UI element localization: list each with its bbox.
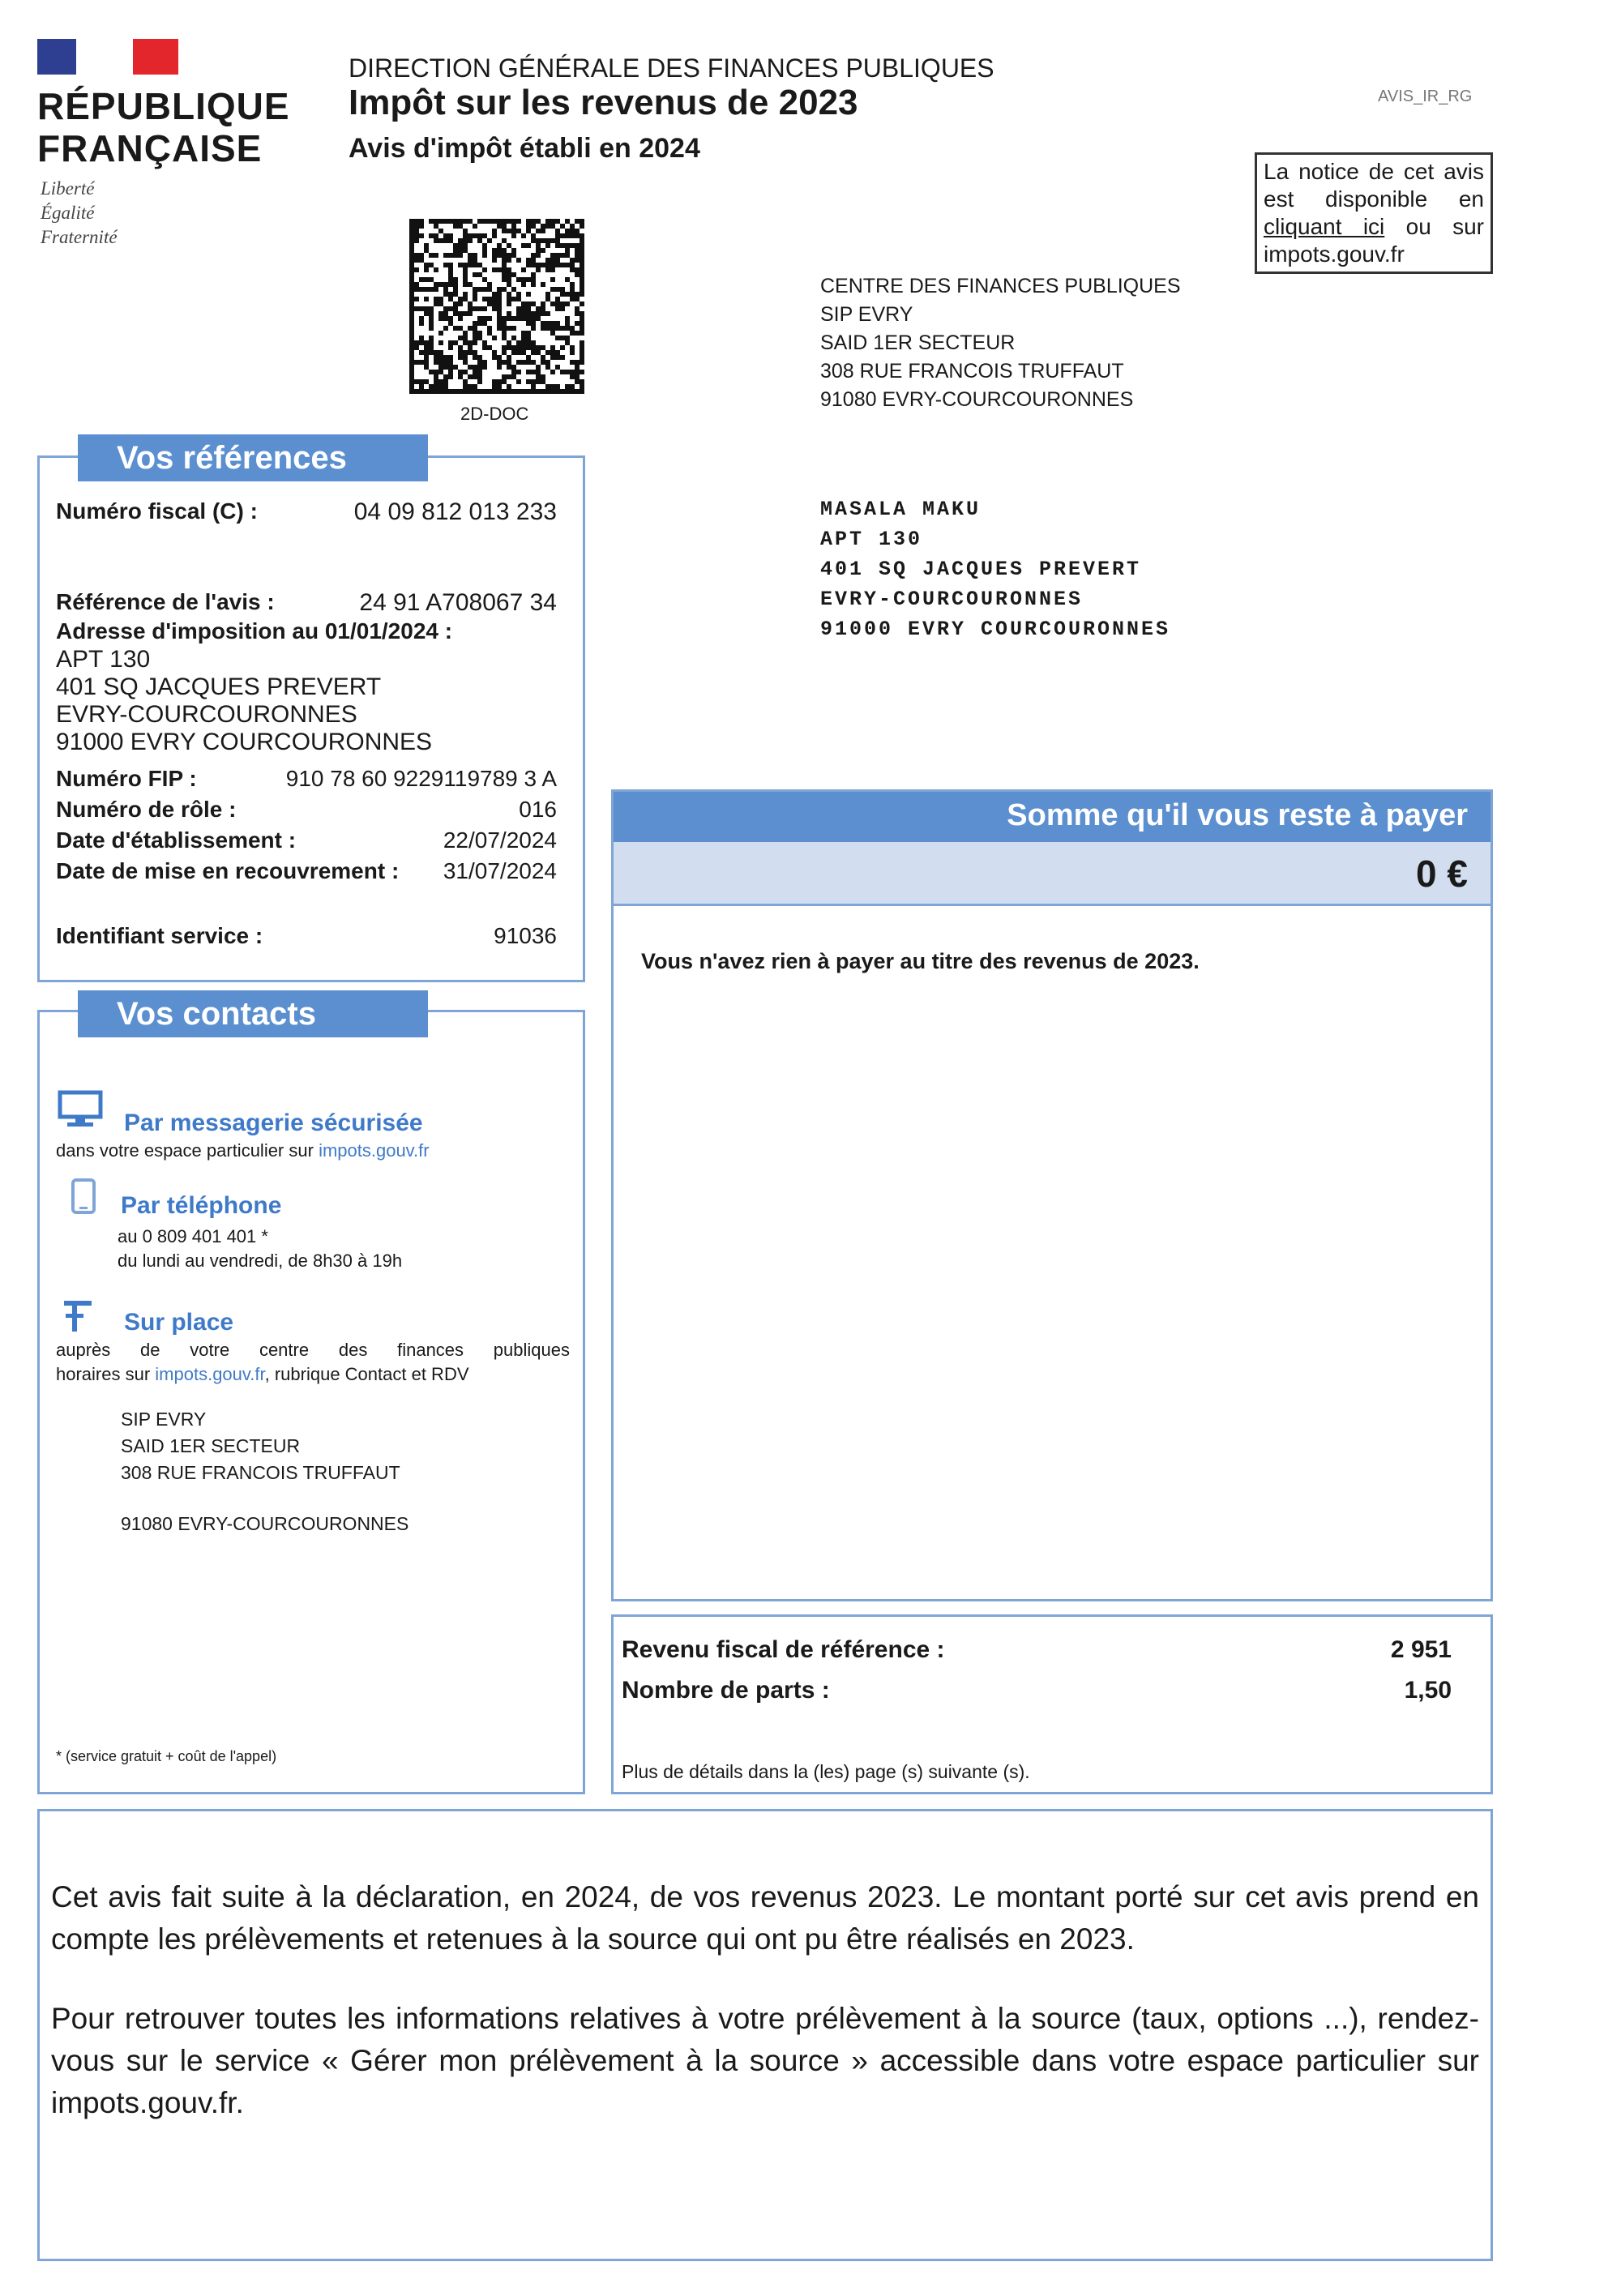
telephone-title: Par téléphone — [121, 1192, 282, 1219]
notice-post: ou sur impots.gouv.fr — [1264, 214, 1485, 267]
role-value: 016 — [519, 797, 557, 822]
office-address — [121, 1406, 400, 1486]
recipient-line: APT 130 — [820, 528, 923, 551]
adresse-line: 401 SQ JACQUES PREVERT — [56, 673, 382, 700]
service-label: Identifiant service : — [56, 923, 263, 948]
logo-line1: RÉPUBLIQUE — [37, 85, 290, 127]
payment-box — [611, 789, 1493, 1601]
adresse-line: EVRY-COURCOURONNES — [56, 701, 357, 728]
telephone-number: au 0 809 401 401 * — [118, 1226, 268, 1246]
recipient-line: 401 SQ JACQUES PREVERT — [820, 558, 1142, 581]
document-code: AVIS_IR_RG — [1378, 88, 1473, 105]
references-box — [37, 455, 585, 982]
info-paragraph-2: Pour retrouver toutes les informations relatives à votre prélèvement à la source (taux, options ...), rendez-vous sur le service « Gérer mon prélèvement à la source » accessible dans votre espace particulier sur impots.gouv.fr. — [51, 2002, 1479, 2119]
place-text-1: auprès de votre centre des finances publiques — [56, 1340, 570, 1360]
page-subtitle: Avis d'impôt établi en 2024 — [349, 133, 700, 164]
place-link[interactable]: impots.gouv.fr — [155, 1364, 265, 1384]
fip-value: 910 78 60 9229119789 3 A — [285, 766, 557, 791]
place-title: Sur place — [124, 1309, 234, 1336]
contacts-footnote: * (service gratuit + coût de l'appel) — [56, 1748, 277, 1764]
parts-label: Nombre de parts : — [622, 1677, 830, 1704]
recipient-line: EVRY-COURCOURONNES — [820, 588, 1084, 611]
office-line: SAID 1ER SECTEUR — [121, 1435, 301, 1456]
recouvrement-value: 31/07/2024 — [443, 858, 557, 883]
telephone-hours: du lundi au vendredi, de 8h30 à 19h — [118, 1251, 403, 1271]
office-line: 308 RUE FRANCOIS TRUFFAUT — [121, 1462, 400, 1483]
flag-red — [133, 39, 178, 75]
sender-line: CENTRE DES FINANCES PUBLIQUES — [820, 275, 1181, 297]
contacts-box — [37, 1010, 585, 1794]
payment-amount: 0 € — [1416, 853, 1468, 895]
parts-value: 1,50 — [1404, 1677, 1452, 1704]
phone-icon — [71, 1178, 96, 1215]
etablissement-label: Date d'établissement : — [56, 827, 297, 853]
payment-message: Vous n'avez rien à payer au titre des revenus de 2023. — [641, 949, 1200, 973]
reference-value: 24 91 A708067 34 — [359, 589, 557, 616]
recouvrement-label: Date de mise en recouvrement : — [56, 858, 400, 883]
recipient-line: MASALA MAKU — [820, 498, 982, 521]
fip-label: Numéro FIP : — [56, 766, 197, 791]
role-label: Numéro de rôle : — [56, 797, 237, 822]
sender-address — [820, 272, 1181, 414]
rfr-value: 2 951 — [1390, 1636, 1452, 1663]
office-line: SIP EVRY — [121, 1409, 207, 1430]
payment-header — [614, 792, 1491, 842]
republique-logo — [37, 39, 290, 258]
office-city: 91080 EVRY-COURCOURONNES — [121, 1513, 409, 1534]
service-value: 91036 — [494, 923, 557, 948]
notice-pre: La notice de cet avis est disponible en — [1264, 159, 1484, 212]
sender-line: 308 RUE FRANCOIS TRUFFAUT — [820, 360, 1124, 383]
contacts-tab: Vos contacts — [78, 990, 428, 1037]
flag-white — [76, 39, 133, 75]
payment-amount-bar — [614, 842, 1491, 906]
motto-liberte: Liberté — [41, 178, 95, 199]
flag-blue — [37, 39, 76, 75]
summary-box — [611, 1614, 1493, 1794]
numero-fiscal-label: Numéro fiscal (C) : — [56, 498, 258, 524]
page-title: Impôt sur les revenus de 2023 — [349, 83, 858, 122]
info-paragraph-1: Cet avis fait suite à la déclaration, en 2024, de vos revenus 2023. Le montant porté sur cet avis prend en compte les prélèvements et retenues à la source qui ont pu être réalisés en 2023. — [51, 1880, 1479, 1956]
computer-icon — [58, 1090, 103, 1127]
logo-motto — [41, 177, 118, 250]
place-text-2-pre: horaires sur — [56, 1364, 156, 1384]
qr-code-image — [409, 219, 584, 394]
rfr-label: Revenu fiscal de référence : — [622, 1636, 945, 1663]
directorate: DIRECTION GÉNÉRALE DES FINANCES PUBLIQUES — [349, 53, 994, 83]
references-tab: Vos références — [78, 434, 428, 481]
payment-header-text: Somme qu'il vous reste à payer — [1007, 798, 1468, 832]
notice-box — [1255, 152, 1493, 274]
adresse-label: Adresse d'imposition au 01/01/2024 : — [56, 618, 453, 643]
notice-link[interactable]: cliquant ici — [1264, 214, 1385, 239]
messagerie-text-main: dans votre espace particulier sur — [56, 1140, 319, 1161]
info-box — [37, 1809, 1493, 2261]
messagerie-link[interactable]: impots.gouv.fr — [319, 1140, 430, 1161]
messagerie-text — [56, 1140, 430, 1161]
numero-fiscal-value: 04 09 812 013 233 — [353, 498, 557, 525]
qr-caption: 2D-DOC — [460, 404, 529, 424]
messagerie-title: Par messagerie sécurisée — [124, 1110, 423, 1136]
building-icon — [59, 1298, 96, 1335]
adresse-line: 91000 EVRY COURCOURONNES — [56, 729, 433, 755]
logo-line2: FRANÇAISE — [37, 127, 263, 169]
summary-note: Plus de détails dans la (les) page (s) suivante (s). — [622, 1761, 1030, 1782]
sender-line: SAID 1ER SECTEUR — [820, 331, 1016, 354]
qr-code — [409, 219, 584, 394]
adresse-line: APT 130 — [56, 646, 151, 673]
motto-egalite: Égalité — [41, 203, 95, 223]
etablissement-value: 22/07/2024 — [443, 827, 557, 853]
sender-line: 91080 EVRY-COURCOURONNES — [820, 388, 1134, 411]
recipient-address — [820, 494, 1170, 644]
reference-label: Référence de l'avis : — [56, 589, 275, 614]
place-text-2 — [56, 1364, 469, 1385]
adresse-imposition — [56, 646, 432, 756]
sender-line: SIP EVRY — [820, 303, 913, 326]
place-text-2-post: , rubrique Contact et RDV — [264, 1364, 469, 1384]
recipient-line: 91000 EVRY COURCOURONNES — [820, 618, 1171, 641]
motto-fraternite: Fraternité — [41, 227, 118, 247]
